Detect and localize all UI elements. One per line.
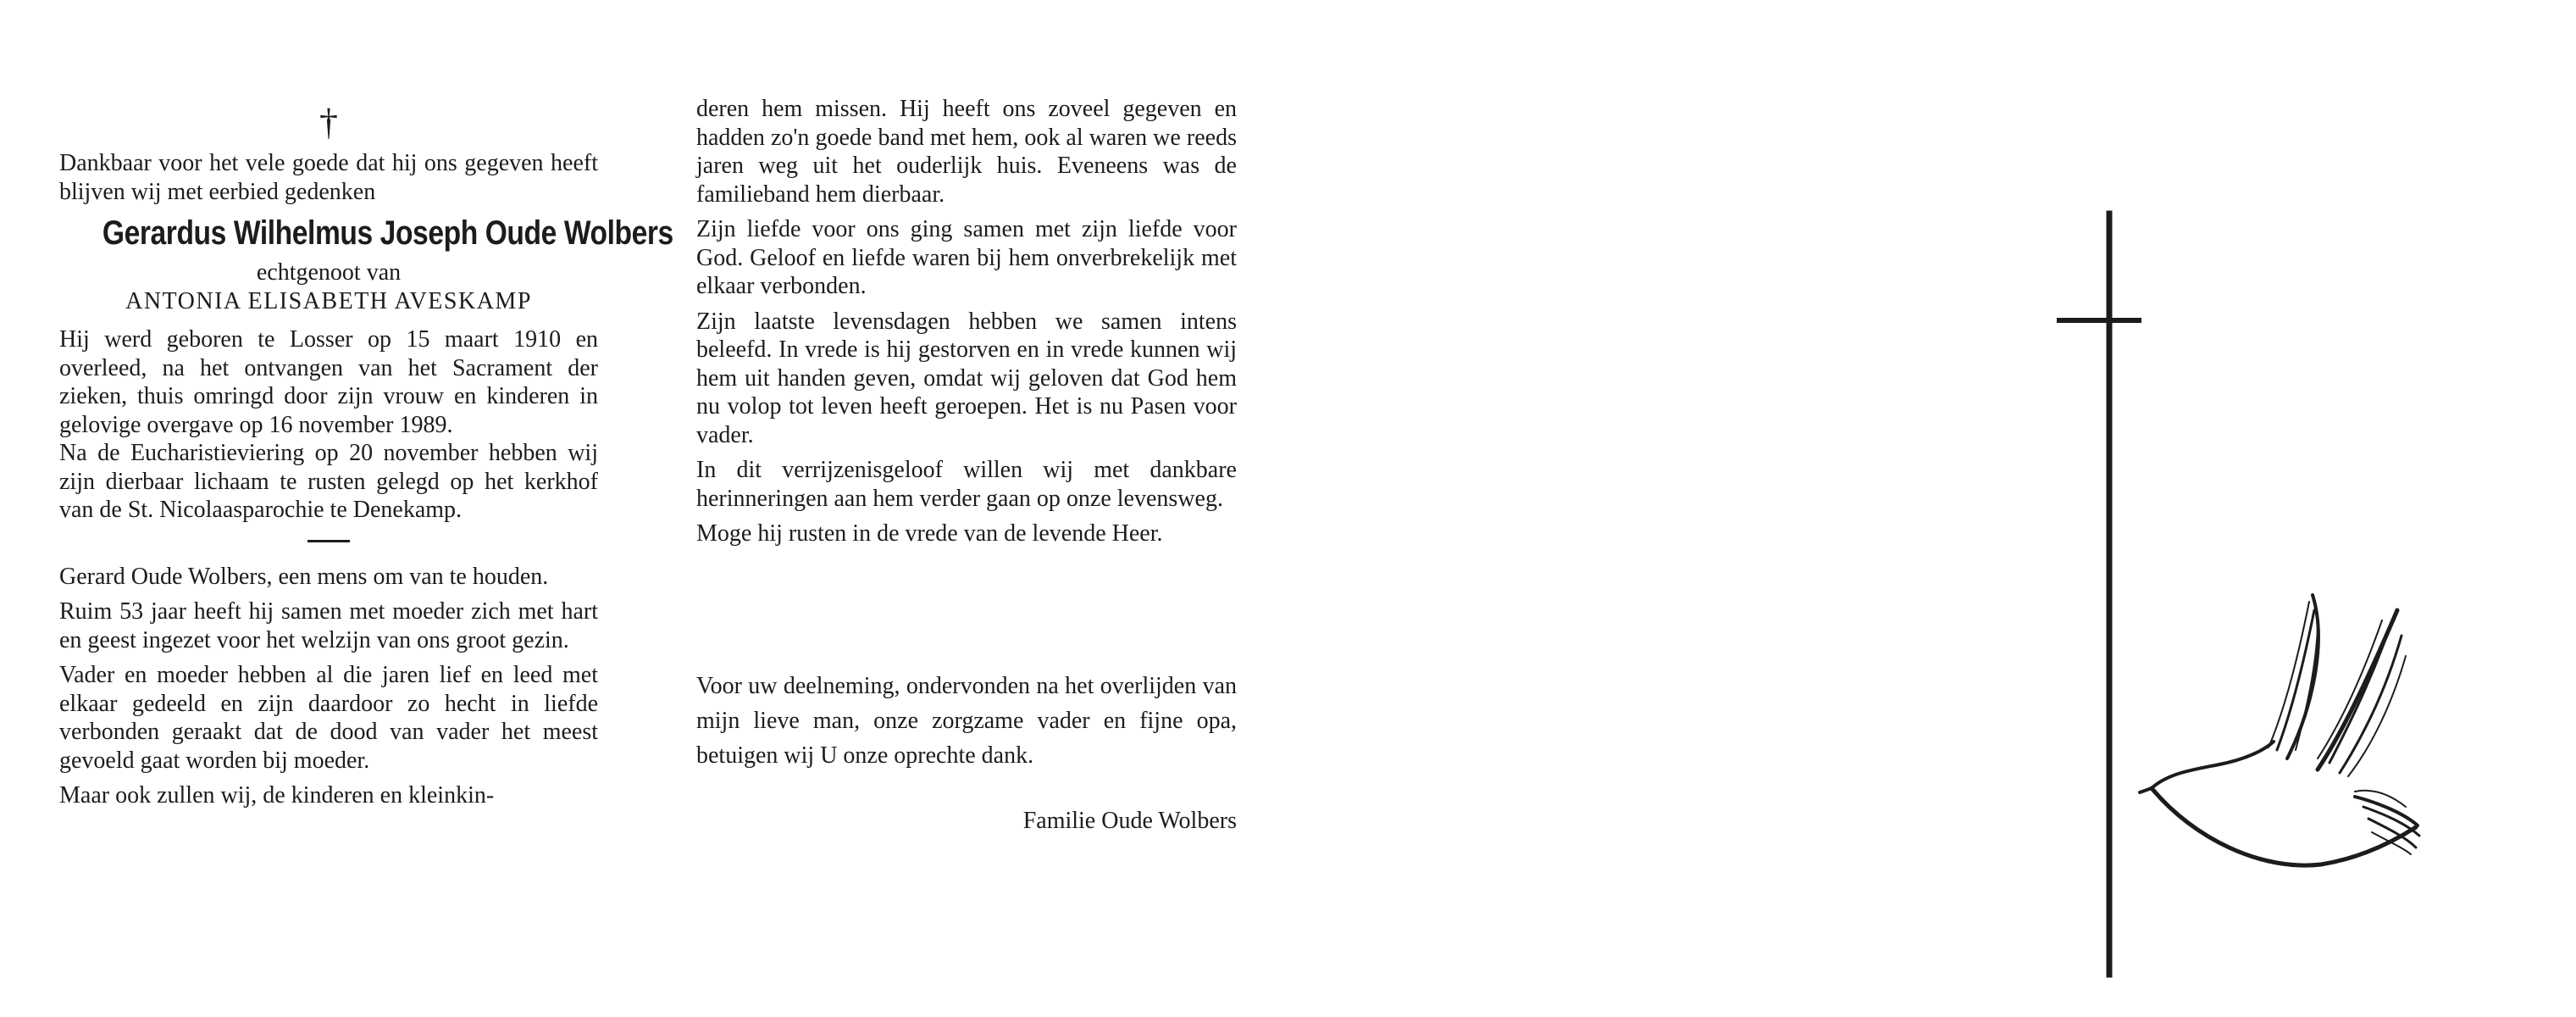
body-paragraph: Zijn liefde voor ons ging samen met zijn liefde voor God. Geloof en liefde waren bij hem onverbrekelijk met elkaar verbonden. [696, 216, 1237, 299]
intro-text: Dankbaar voor het vele goede dat hij ons gegeven heeft blijven wij met eerbied gedenken [59, 150, 598, 205]
body-paragraph: Gerard Oude Wolbers, een mens om van te houden. [59, 563, 549, 590]
small-cross-icon: † [319, 102, 338, 143]
signature: Familie Oude Wolbers [1022, 807, 1237, 834]
relation-text: echtgenoot van [256, 259, 402, 286]
spouse-name: ANTONIA ELISABETH AVESKAMP [125, 287, 532, 314]
birth-death-text: Hij werd geboren te Losser op 15 maart 1910 en overleed, na het ontvangen van het Sacrament der zieken, thuis omringd door zijn vrouw en kinderen in gelovige overgave op 16 november 1989. [59, 326, 598, 438]
deceased-name: Gerardus Wilhelmus Joseph Oude Wolbers [102, 214, 673, 252]
right-text-column [696, 95, 1237, 835]
left-text-column [59, 102, 673, 817]
body-paragraph: Vader en moeder hebben al die jaren lief en leed met elkaar gedeeld en zijn daardoor zo hecht in liefde verbonden geraakt dat de dood van vader het meest gevoeld gaat worden bij moeder. [59, 662, 598, 774]
dove-icon [2118, 585, 2431, 873]
body-paragraph: deren hem missen. Hij heeft ons zoveel gegeven en hadden zo'n goede band met hem, ook al waren we reeds jaren weg uit het ouderlijk huis. Eveneens was de familieband hem dierbaar. [696, 96, 1237, 208]
thanks-text: Voor uw deelneming, ondervonden na het overlijden van mijn lieve man, onze zorgzame vader en fijne opa, betuigen wij U onze oprechte dank. [696, 672, 1237, 769]
section-divider [307, 540, 350, 542]
body-paragraph: In dit verrijzenisgeloof willen wij met dankbare herinneringen aan hem verder gaan op onze levensweg. [696, 457, 1237, 512]
body-paragraph: Zijn laatste levensdagen hebben we samen intens beleefd. In vrede is hij gestorven en in vrede kunnen wij hem uit handen geven, omdat wij geloven dat God hem nu volop tot leven heeft geroepen. Het is nu Pasen voor vader. [696, 308, 1237, 448]
body-paragraph: Moge hij rusten in de vrede van de levende Heer. [696, 520, 1163, 547]
burial-text: Na de Eucharistieviering op 20 november hebben wij zijn dierbaar lichaam te rusten gelegd op het kerkhof van de St. Nicolaasparochie te Denekamp. [59, 440, 598, 523]
body-paragraph: Ruim 53 jaar heeft hij samen met moeder zich met hart en geest ingezet voor het welzijn van ons groot gezin. [59, 598, 598, 653]
body-paragraph: Maar ook zullen wij, de kinderen en kleinkin- [59, 782, 495, 809]
